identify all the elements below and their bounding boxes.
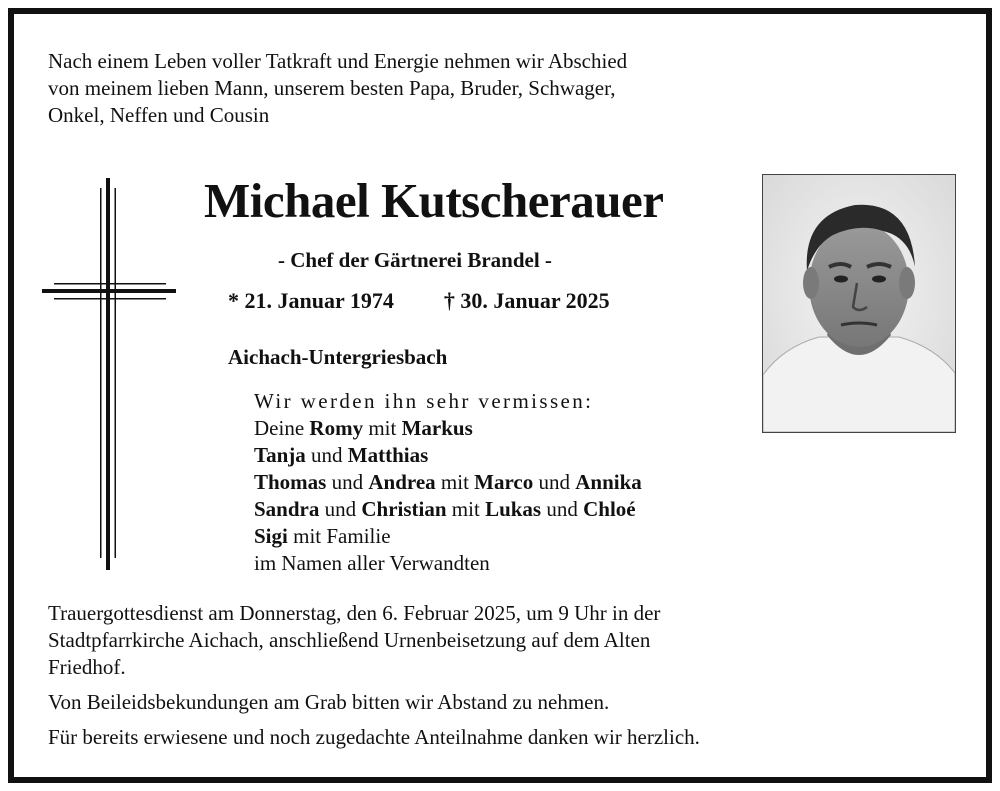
- mourner-name: Christian: [361, 497, 447, 521]
- portrait-image: [763, 175, 955, 432]
- obituary-notice: [8, 8, 992, 783]
- mourners-line: [254, 523, 642, 550]
- text: und: [541, 497, 584, 521]
- deceased-name: Michael Kutscherauer: [204, 173, 664, 228]
- mourner-name: Annika: [575, 470, 642, 494]
- mourners-line: [254, 496, 642, 523]
- intro-line: Onkel, Neffen und Cousin: [48, 103, 270, 127]
- mourner-name: Markus: [401, 416, 473, 440]
- text: mit: [446, 497, 486, 521]
- mourners-heading: Wir werden ihn sehr vermissen:: [254, 389, 594, 413]
- funeral-service: [48, 600, 700, 681]
- mourner-name: Tanja: [254, 443, 306, 467]
- birth-date: * 21. Januar 1974: [228, 288, 394, 313]
- text: mit: [363, 416, 402, 440]
- text: Trauergottesdienst am Donnerstag, den 6. Februar 2025, um 9 Uhr in der: [48, 601, 661, 625]
- life-dates: [228, 288, 610, 314]
- mourner-name: Sigi: [254, 524, 288, 548]
- text: und: [319, 497, 362, 521]
- footer-text: [48, 600, 700, 759]
- mourner-name: Sandra: [254, 497, 320, 521]
- deceased-role: - Chef der Gärtnerei Brandel -: [278, 248, 552, 272]
- text: mit Familie: [287, 524, 391, 548]
- intro-line: von meinem lieben Mann, unserem besten Papa, Bruder, Schwager,: [48, 76, 616, 100]
- mourner-name: Chloé: [583, 497, 636, 521]
- mourner-name: Romy: [309, 416, 364, 440]
- mourner-name: Lukas: [485, 497, 542, 521]
- mourners-line: [254, 415, 642, 442]
- mourner-name: Thomas: [254, 470, 327, 494]
- text: und: [305, 443, 348, 467]
- death-date: † 30. Januar 2025: [443, 288, 610, 313]
- mourners-list: [254, 388, 642, 577]
- text: und: [533, 470, 576, 494]
- intro-line: Nach einem Leben voller Tatkraft und Energie nehmen wir Abschied: [48, 49, 628, 73]
- text: und: [326, 470, 369, 494]
- mourner-name: Matthias: [347, 443, 429, 467]
- text: Deine: [254, 416, 310, 440]
- mourner-name: Marco: [474, 470, 534, 494]
- mourner-name: Andrea: [368, 470, 436, 494]
- mourners-line: [254, 442, 642, 469]
- mourners-line: im Namen aller Verwandten: [254, 551, 490, 575]
- text: Stadtpfarrkirche Aichach, anschließend Urnenbeisetzung auf dem Alten: [48, 628, 651, 652]
- cross-icon: [42, 174, 182, 574]
- condolence-note: Von Beileidsbekundungen am Grab bitten wir Abstand zu nehmen.: [48, 690, 610, 714]
- text: mit: [435, 470, 475, 494]
- mourners-line: [254, 469, 642, 496]
- residence: Aichach-Untergriesbach: [228, 345, 448, 369]
- text: Friedhof.: [48, 655, 126, 679]
- thanks-note: Für bereits erwiesene und noch zugedachte Anteilnahme danken wir herzlich.: [48, 725, 700, 749]
- intro-text: [48, 48, 627, 129]
- portrait-photo: [762, 174, 956, 433]
